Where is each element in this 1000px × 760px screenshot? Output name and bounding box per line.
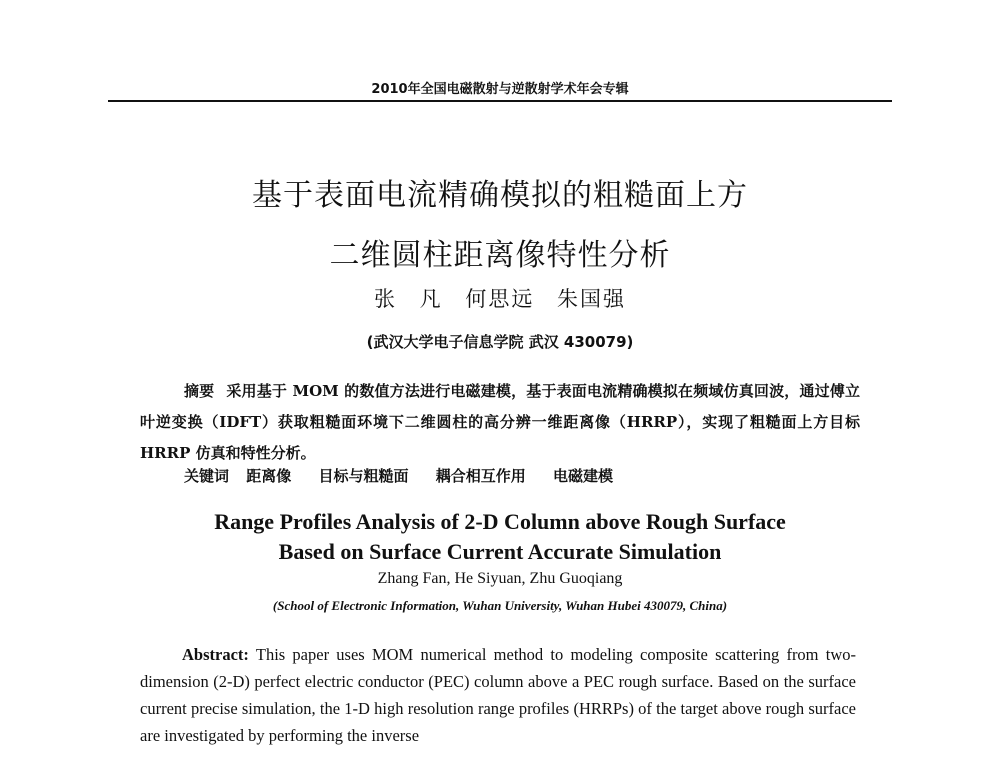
keyword: 距离像 [246, 467, 292, 485]
english-title-line-1: Range Profiles Analysis of 2-D Column above Rough Surface [214, 509, 786, 534]
chinese-abstract-label: 摘要 [184, 382, 215, 400]
keyword: 电磁建模 [553, 467, 614, 485]
chinese-keywords-label: 关键词 [184, 467, 230, 485]
chinese-title-line-1: 基于表面电流精确模拟的粗糙面上方 [252, 178, 748, 213]
chinese-authors: 张 凡 何思远 朱国强 [373, 287, 627, 311]
chinese-keywords [184, 465, 635, 486]
chinese-affiliation: (武汉大学电子信息学院 武汉 430079) [366, 333, 634, 351]
header-rule [108, 100, 892, 102]
keyword: 目标与粗糙面 [318, 467, 409, 485]
english-title-line-2: Based on Surface Current Accurate Simulation [278, 539, 722, 564]
english-authors: Zhang Fan, He Siyuan, Zhu Guoqiang [377, 570, 623, 587]
english-title [0, 507, 1000, 567]
running-head: 2010年全国电磁散射与逆散射学术年会专辑 [371, 82, 629, 97]
english-abstract [140, 641, 856, 749]
english-abstract-text: This paper uses MOM numerical method to modeling composite scattering from two-dimension (2-D) perfect electric conductor (PEC) column above a PEC rough surface. Based on the surface current precise simulation, the 1-D high resolution range profiles (HRRPs) of the target above rough surface are investigated by performing the inverse [140, 645, 856, 745]
english-abstract-label: Abstract: [182, 645, 249, 664]
chinese-abstract [140, 376, 860, 469]
keyword: 耦合相互作用 [435, 467, 526, 485]
english-affiliation: (School of Electronic Information, Wuhan University, Wuhan Hubei 430079, China) [272, 598, 728, 613]
chinese-abstract-text: 采用基于 MOM 的数值方法进行电磁建模，基于表面电流精确模拟在频域仿真回波，通过傅立叶逆变换（IDFT）获取粗糙面环境下二维圆柱的高分辨一维距离像（HRRP），实现了粗糙面上方目标 HRRP 仿真和特性分析。 [140, 382, 860, 462]
chinese-title-line-2: 二维圆柱距离像特性分析 [329, 238, 671, 273]
